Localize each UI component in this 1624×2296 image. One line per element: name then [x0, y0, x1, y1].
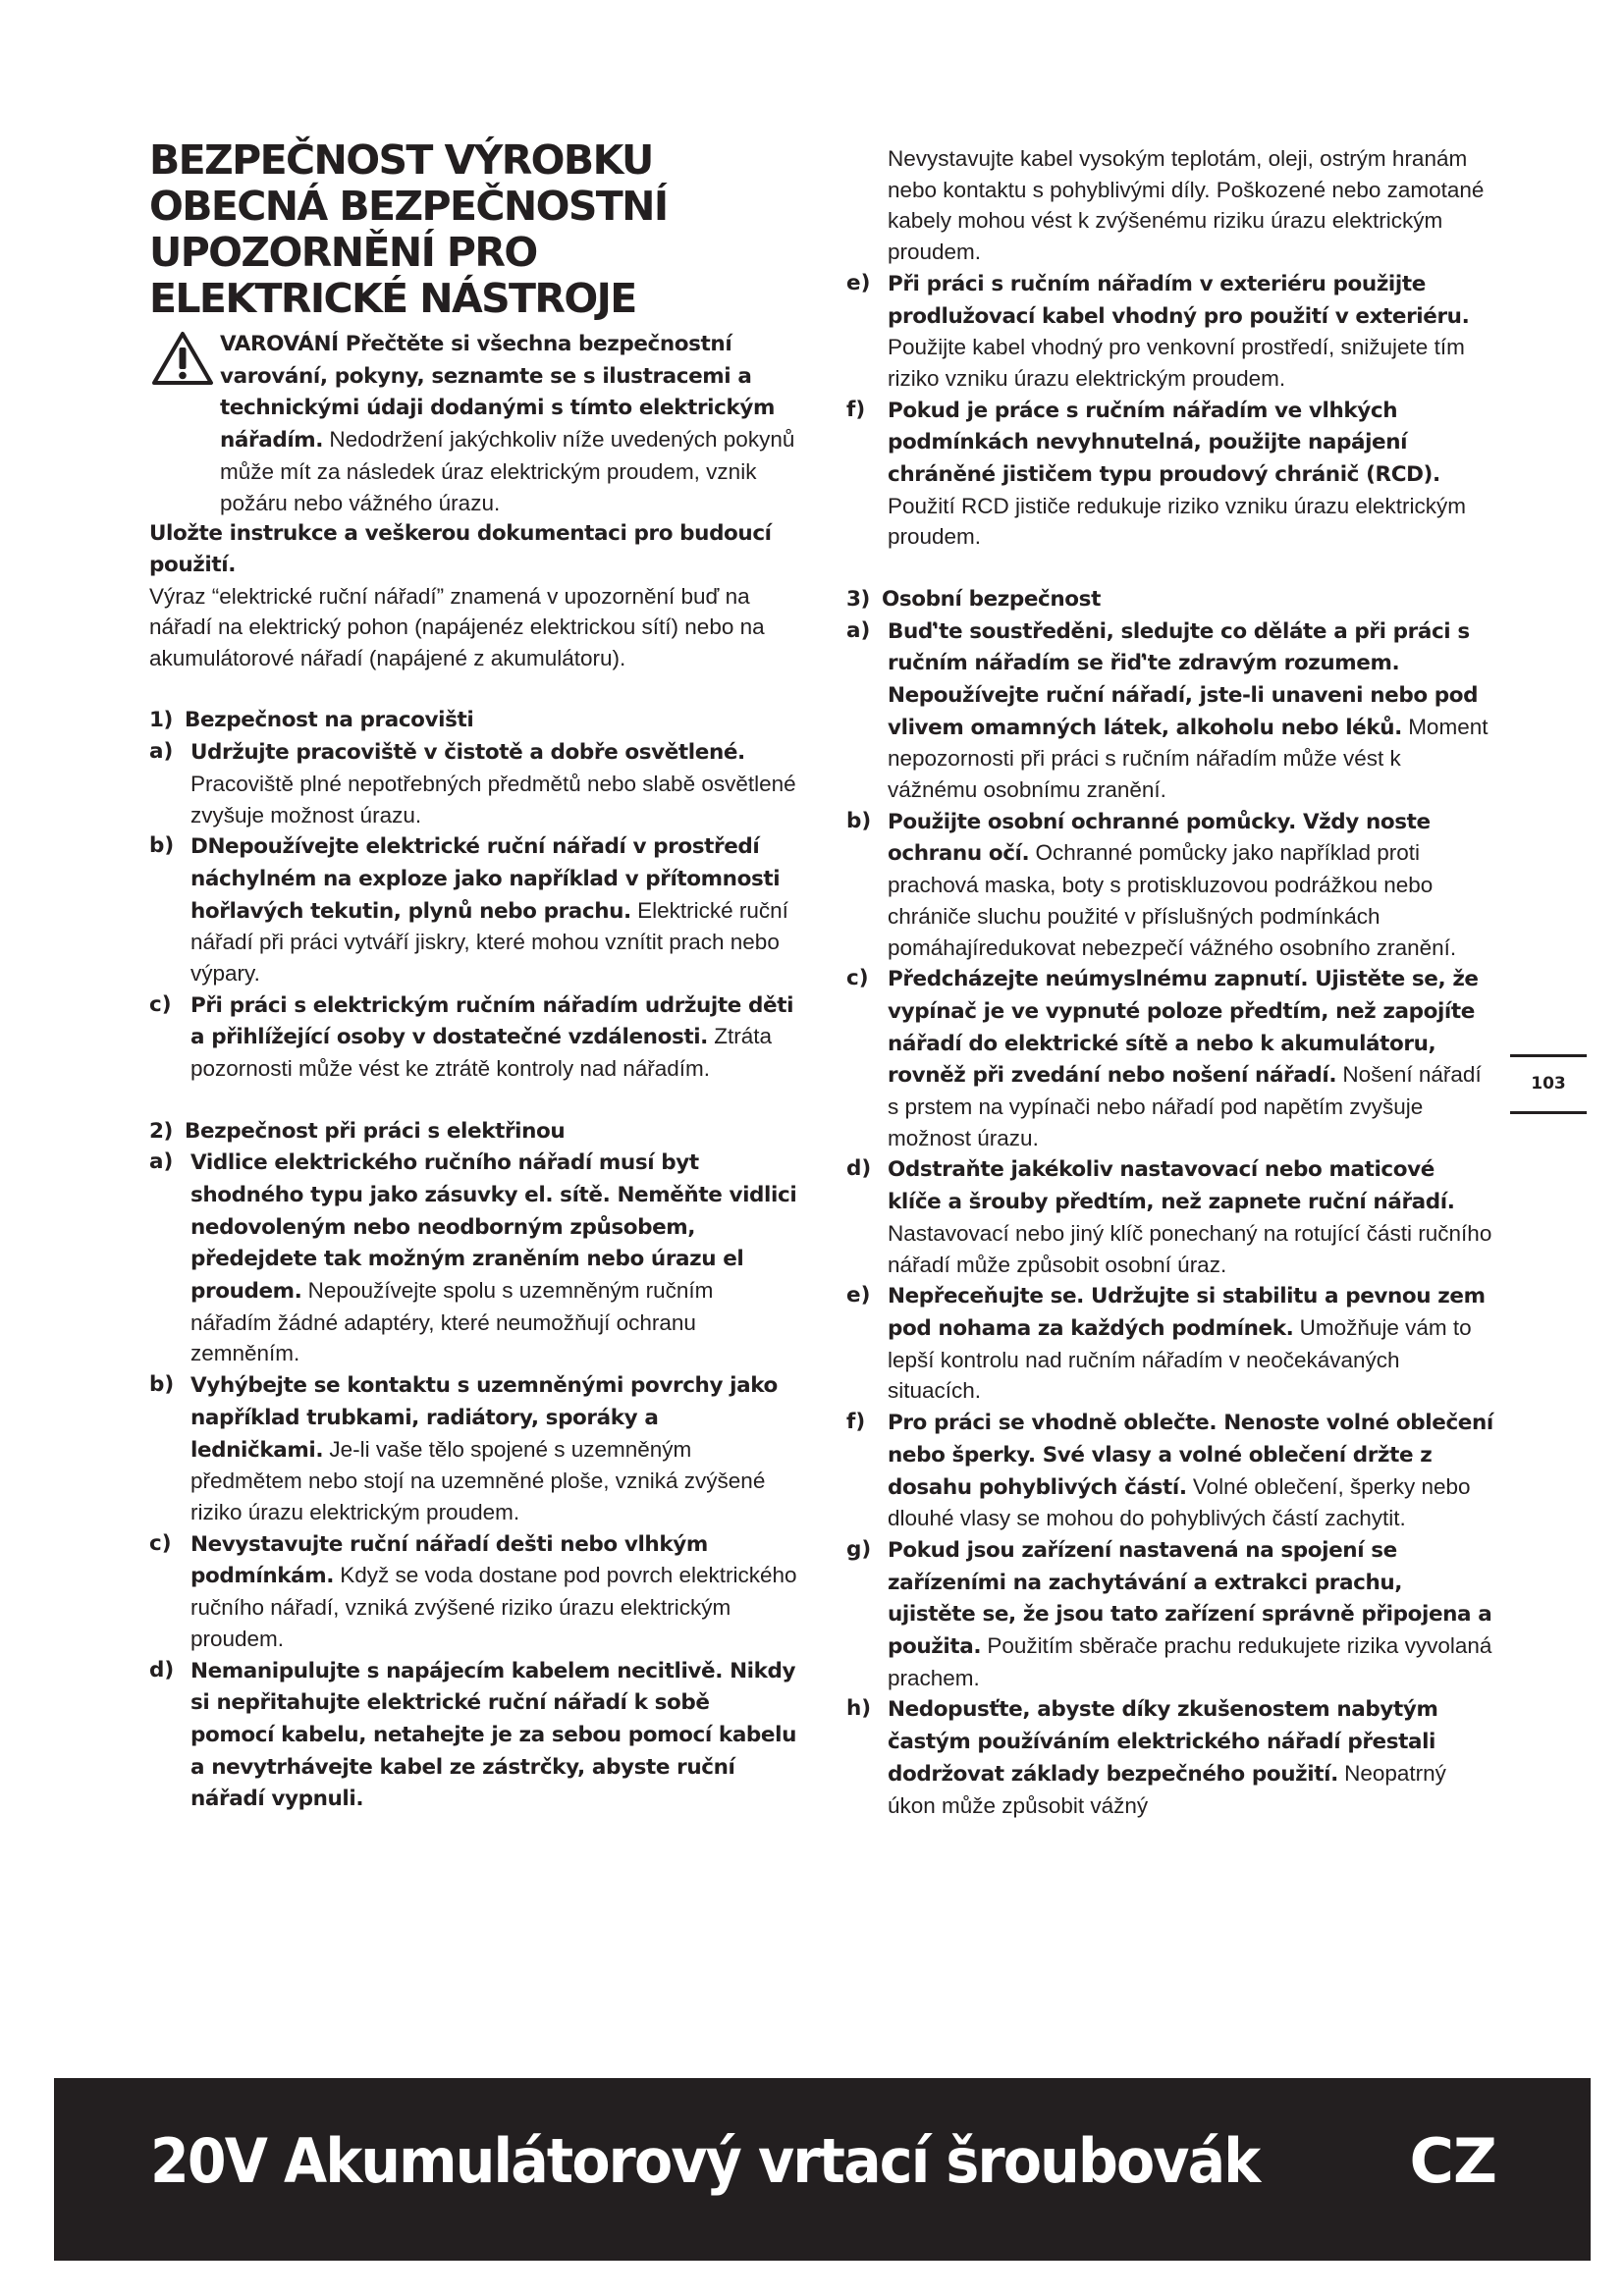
item-bold: Udržujte pracoviště v čistotě a dobře osvětlené.: [190, 740, 745, 766]
list-item: [149, 830, 797, 989]
item-bold: Nedopusťte, abyste díky zkušenostem nabytým častým používáním elektrického nářadí přestali dodržovat základy bezpečného použití.: [888, 1697, 1438, 1787]
item-bold: Předcházejte neúmyslnému zapnutí. Ujistěte se, že vypínač je ve vypnuté poloze předtím, než zapojíte nářadí do elektrické sítě a nebo k akumulátoru, rovněž při zvedání nebo nošení nářadí.: [888, 967, 1479, 1089]
list-item: [846, 806, 1494, 964]
list-item: [149, 989, 797, 1085]
list-item: [846, 268, 1494, 395]
list-item: [149, 1528, 797, 1655]
item-text: Umožňuje vám to lepší kontrolu nad ručním nářadím v neočekávaných situacích.: [888, 1315, 1472, 1404]
page-number: 103: [1531, 1074, 1566, 1094]
item-text: Ochranné pomůcky jako například proti prachová maska, boty s protiskluzovou podrážkou nebo chrániče sluchu použité v příslušných podmínkách pomáhajíredukovat nebezpečí vážného osobního zranění.: [888, 840, 1457, 960]
item-label: b): [149, 833, 175, 859]
warning-paragraph: [149, 328, 797, 518]
list-item: [149, 1147, 797, 1369]
warning-triangle-icon: [151, 330, 214, 387]
item-label: f): [846, 1410, 866, 1435]
list-item: [149, 1369, 797, 1528]
section-3-heading: [846, 584, 1494, 615]
item-bold: Pokud je práce s ručním nářadím ve vlhkých podmínkách nevyhnutelná, použijte napájení chráněné jističem typu proudový chránič (RCD).: [888, 398, 1440, 488]
item-text: Nošení nářadí s prstem na vypínači nebo nářadí pod napětím zvyšuje možnost úrazu.: [888, 1062, 1482, 1150]
definition-paragraph: Výraz “elektrické ruční nářadí” znamená v upozornění buď na nářadí na elektrický pohon (napájenéz elektrickou sítí) nebo na akumulátorové nářadí (napájené z akumulátoru).: [149, 583, 765, 671]
section-title: Osobní bezpečnost: [882, 586, 1101, 612]
item-label: b): [149, 1372, 175, 1398]
list-item: [846, 1153, 1494, 1280]
item-bold: Pro práci se vhodně oblečte. Nenoste volné oblečení nebo šperky. Své vlasy a volné oblečení držte z dosahu pohyblivých částí.: [888, 1411, 1493, 1500]
item-label: h): [846, 1696, 872, 1722]
item-text: Moment nepozornosti při práci s ručním nářadím může vést k vážnému osobnímu zranění.: [888, 714, 1489, 803]
item-label: e): [846, 270, 871, 295]
item-text: Neopatrný úkon může způsobit vážný: [888, 1760, 1446, 1818]
list-item: [846, 1693, 1494, 1821]
item-text: Když se voda dostane pod povrch elektrického ručního nářadí, vzniká zvýšené riziko úrazu elektrickým proudem.: [190, 1563, 797, 1651]
item-bold: Nepřeceňujte se. Udržujte si stabilitu a pevnou zem pod nohama za každých podmínek.: [888, 1284, 1486, 1341]
item-label: d): [149, 1657, 175, 1682]
section-2-heading: [149, 1116, 797, 1148]
item-label: a): [149, 1149, 174, 1175]
title-line: UPOZORNĚNÍ PRO: [149, 229, 537, 276]
item-text: Použití RCD jističe redukuje riziko vzniku úrazu elektrickým proudem.: [888, 493, 1466, 550]
footer-language-code: CZ: [1409, 2125, 1496, 2197]
list-item: [149, 1655, 797, 1816]
item-bold: Buď'te soustředěni, sledujte co děláte a při práci s ručním nářadím se řiď'te zdravým rozumem. Nepoužívejte ruční nářadí, jste-li unaveni nebo pod vlivem omamných látek, alkoholu nebo léků.: [888, 618, 1479, 740]
left-column: [149, 137, 797, 1815]
warning-bold-text: VAROVÁNÍ Přečtěte si všechna bezpečnostní varování, pokyny, seznamte se s ilustracemi a technickými údaji dodanými s tímto elektrickým nářadím.: [220, 332, 775, 454]
page-number-rule-bottom: [1510, 1111, 1587, 1114]
continuation-paragraph: Nevystavujte kabel vysokým teplotám, oleji, ostrým hranám nebo kontaktu s pohyblivými díly. Poškozené nebo zamotané kabely mohou vést k zvýšenému riziku úrazu elektrickým proudem.: [888, 146, 1485, 265]
item-label: c): [149, 1530, 172, 1556]
section-title: Bezpečnost při práci s elektřinou: [185, 1118, 566, 1144]
item-label: e): [846, 1283, 871, 1308]
item-text: Je-li vaše tělo spojené s uzemněným předmětem nebo stojí na uzemněné ploše, vzniká zvýšené riziko úrazu elektrickým proudem.: [190, 1436, 766, 1524]
item-text: Volné oblečení, šperky nebo dlouhé vlasy se mohou do pohyblivých částí zachytit.: [888, 1473, 1471, 1531]
list-item: [846, 1407, 1494, 1534]
footer-title: 20V Akumulátorový vrtací šroubovák: [150, 2125, 1260, 2197]
item-bold: Použijte osobní ochranné pomůcky. Vždy noste ochranu očí.: [888, 809, 1431, 867]
item-text: Nepoužívejte spolu s uzemněným ručním nářadím žádné adaptéry, které neumožňují ochranu zemněním.: [190, 1278, 714, 1366]
list-item: [846, 963, 1494, 1153]
section-number: 2): [149, 1118, 173, 1144]
list-item: [846, 1280, 1494, 1407]
list-item: [846, 395, 1494, 554]
item-bold: Odstraňte jakékoliv nastavovací nebo maticové klíče a šrouby předtím, než zapnete ruční nářadí.: [888, 1157, 1455, 1215]
item-bold: Nevystavujte ruční nářadí dešti nebo vlhkým podmínkám.: [190, 1531, 708, 1589]
item-text: Elektrické ruční nářadí při práci vytváří jiskry, které mohou vznítit prach nebo výpary.: [190, 897, 788, 987]
item-text: Použitím sběrače prachu redukujete rizika vyvolaná prachem.: [888, 1633, 1492, 1690]
section-number: 1): [149, 708, 173, 733]
item-bold: Vyhýbejte se kontaktu s uzemněnými povrchy jako například trubkami, radiátory, sporáky a ledničkami.: [190, 1373, 778, 1463]
list-item: [846, 615, 1494, 806]
footer-bar: [54, 2078, 1591, 2261]
item-label: g): [846, 1536, 872, 1562]
section-number: 3): [846, 586, 870, 612]
list-item: [846, 1534, 1494, 1694]
item-bold: DNepoužívejte elektrické ruční nářadí v prostředí náchylném na exploze jako například v přítomnosti hořlavých tekutin, plynů nebo prachu.: [190, 834, 781, 924]
title-line: OBECNÁ BEZPEČNOSTNÍ: [149, 183, 668, 230]
item-bold: Pokud jsou zařízení nastavená na spojení se zařízeními na zachytávání a extrakci prachu, ujistěte se, že jsou tato zařízení správně připojena a použita.: [888, 1537, 1492, 1660]
item-label: f): [846, 397, 866, 422]
item-text: Ztráta pozornosti může vést ke ztrátě kontroly nad nářadím.: [190, 1024, 772, 1082]
item-bold: Nemanipulujte s napájecím kabelem necitlivě. Nikdy si nepřitahujte elektrické ruční nářadí k sobě pomocí kabelu, netahejte je za sebou pomocí kabelu a nevytrhávejte kabel ze zástrčky, abyste ruční nářadí vypnuli.: [190, 1658, 796, 1812]
warning-text: Nedodržení jakýchkoliv níže uvedených pokynů může mít za následek úraz elektrickým proudem, vznik požáru nebo vážného úrazu.: [220, 427, 795, 515]
item-bold: Při práci s ručním nářadím v exteriéru použijte prodlužovací kabel vhodný pro použití v exteriéru.: [888, 271, 1470, 329]
item-label: b): [846, 808, 872, 833]
save-instructions: Uložte instrukce a veškerou dokumentaci pro budoucí použití.: [149, 521, 772, 577]
item-label: d): [846, 1156, 872, 1182]
item-label: a): [846, 617, 871, 643]
item-text: Pracoviště plné nepotřebných předmětů nebo slabě osvětlené zvyšuje možnost úrazu.: [190, 771, 796, 828]
page-title: [149, 137, 797, 322]
item-bold: Vidlice elektrického ručního nářadí musí byt shodného typu jako zásuvky el. sítě. Neměňte vidlici nedovoleným nebo neodborným způsobem, předejdete tak možným zraněním nebo úrazu el proudem.: [190, 1150, 797, 1305]
section-1-heading: [149, 705, 797, 736]
item-text: Použijte kabel vhodný pro venkovní prostředí, snižujete tím riziko vzniku úrazu elektrickým proudem.: [888, 335, 1465, 391]
section-title: Bezpečnost na pracovišti: [185, 708, 474, 733]
item-label: a): [149, 739, 174, 765]
list-item: [149, 736, 797, 830]
right-column: [846, 143, 1494, 1821]
page-number-rule-top: [1510, 1054, 1587, 1057]
item-bold: Při práci s elektrickým ručním nářadím udržujte děti a přihlížející osoby v dostatečné vzdálenosti.: [190, 992, 794, 1050]
title-line: ELEKTRICKÉ NÁSTROJE: [149, 275, 636, 322]
title-line: BEZPEČNOST VÝROBKU: [149, 136, 653, 184]
item-text: Nastavovací nebo jiný klíč ponechaný na rotující části ručního nářadí může způsobit osobní úraz.: [888, 1220, 1492, 1277]
item-label: c): [846, 966, 869, 991]
item-label: c): [149, 991, 172, 1017]
